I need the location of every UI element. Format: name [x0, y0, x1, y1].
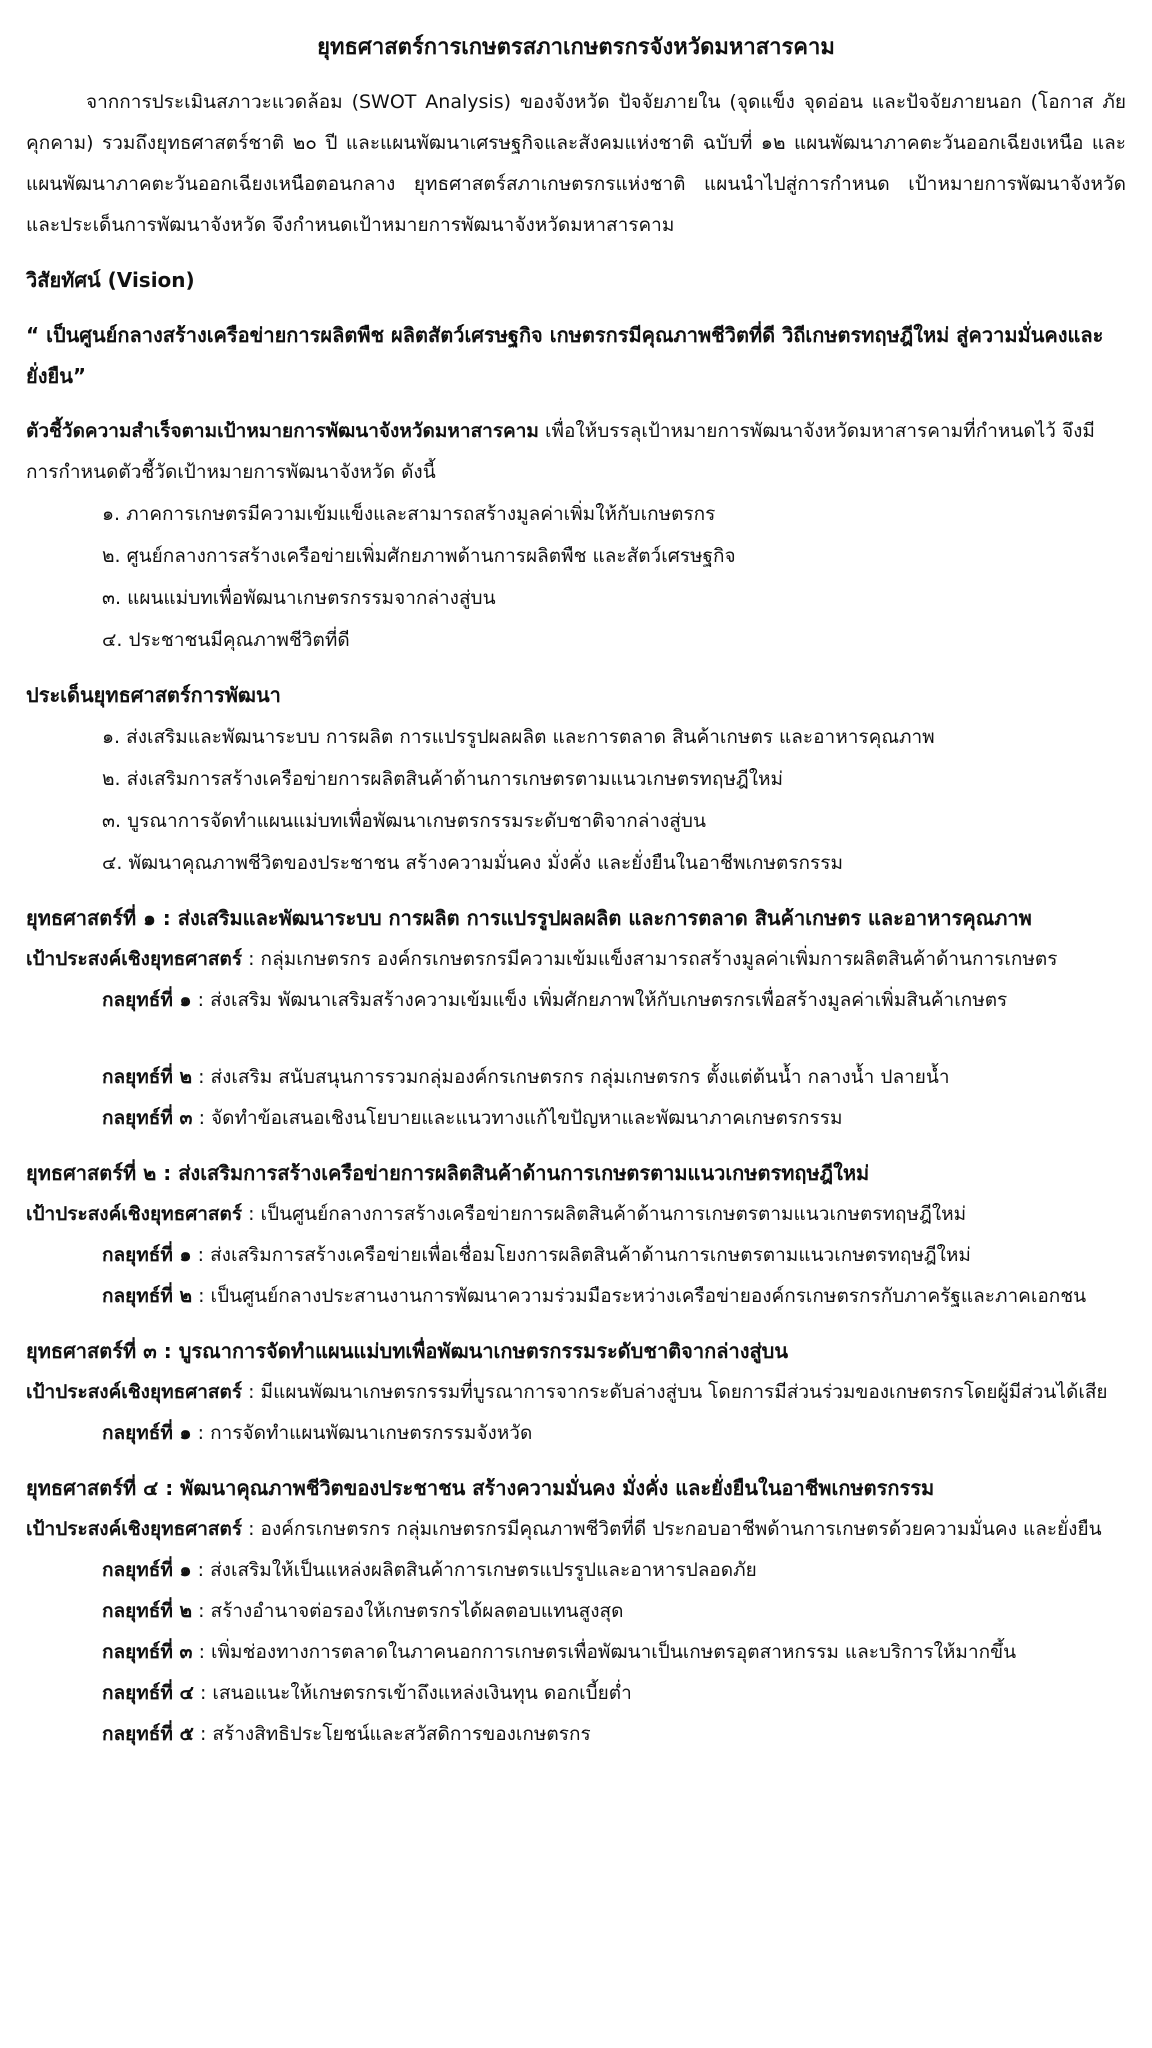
vision-statement: “ เป็นศูนย์กลางสร้างเครือข่ายการผลิตพืช ผลิตสัตว์เศรษฐกิจ เกษตรกรมีคุณภาพชีวิตที่ดี วิถีเกษตรทฤษฎีใหม่ สู่ความมั่นคงและยั่งยืน”: [26, 323, 1104, 388]
strategy-1-tactic-3: [26, 1098, 1126, 1139]
tactic-text: : ส่งเสริม สนับสนุนการรวมกลุ่มองค์กรเกษตรกร กลุ่มเกษตรกร ตั้งแต่ต้นน้ำ กลางน้ำ ปลายน้ำ: [192, 1066, 950, 1088]
goal-label: เป้าประสงค์เชิงยุทธศาสตร์: [26, 1203, 243, 1225]
goal-text: : เป็นศูนย์กลางการสร้างเครือข่ายการผลิตสินค้าด้านการเกษตรตามแนวเกษตรทฤษฎีใหม่: [242, 1203, 967, 1225]
tactic-text: : ส่งเสริมการสร้างเครือข่ายเพื่อเชื่อมโยงการผลิตสินค้าด้านการเกษตรตามแนวเกษตรทฤษฎีใหม่: [191, 1244, 971, 1266]
tactic-label: กลยุทธ์ที่ ๑: [102, 1422, 192, 1444]
list-item: ๔. ประชาชนมีคุณภาพชีวิตที่ดี: [102, 629, 350, 651]
issues-list: [26, 716, 1126, 884]
indicators-list: [26, 493, 1126, 661]
strategy-4-tactic-2: [26, 1591, 1126, 1632]
tactic-text: : ส่งเสริม พัฒนาเสริมสร้างความเข้มแข็ง เพิ่มศักยภาพให้กับเกษตรกรเพื่อสร้างมูลค่าเพิ่มสินค้าเกษตร: [191, 989, 1008, 1011]
strategy-4-heading: ยุทธศาสตร์ที่ ๔ : พัฒนาคุณภาพชีวิตของประชาชน สร้างความมั่นคง มั่งคั่ง และยั่งยืนในอาชีพเกษตรกรรม: [26, 1476, 935, 1500]
goal-text: : กลุ่มเกษตรกร องค์กรเกษตรกรมีความเข้มแข็งสามารถสร้างมูลค่าเพิ่มการผลิตสินค้าด้านการเกษตร: [242, 948, 1058, 970]
strategy-2-goal: [26, 1194, 1126, 1235]
document-title: ยุทธศาสตร์การเกษตรสภาเกษตรกรจังหวัดมหาสารคาม: [317, 35, 835, 60]
tactic-text: : สร้างสิทธิประโยชน์และสวัสดิการของเกษตรกร: [193, 1723, 591, 1745]
intro-paragraph: จากการประเมินสภาวะแวดล้อม (SWOT Analysis) ของจังหวัด ปัจจัยภายใน (จุดแข็ง จุดอ่อน และปัจจัยภายนอก (โอกาส ภัยคุกคาม) รวมถึงยุทธศาสตร์ชาติ ๒๐ ปี และแผนพัฒนาเศรษฐกิจและสังคมแห่งชาติ ฉบับที่ ๑๒ แผนพัฒนาภาคตะวันออกเฉียงเหนือ และแผนพัฒนาภาคตะวันออกเฉียงเหนือตอนกลาง ยุทธศาสตร์สภาเกษตรกรแห่งชาติ แผนนำไปสู่การกำหนด เป้าหมายการพัฒนาจังหวัด และประเด็นการพัฒนาจังหวัด จึงกำหนดเป้าหมายการพัฒนาจังหวัดมหาสารคาม: [26, 91, 1126, 236]
indicators-text: เพื่อให้บรรลุเป้าหมายการพัฒนาจังหวัดมหาสารคามที่กำหนดไว้ จึงมีการกำหนดตัวชี้วัดเป้าหมายการพัฒนาจังหวัด ดังนี้: [26, 420, 1095, 483]
tactic-label: กลยุทธ์ที่ ๒: [102, 1600, 193, 1622]
strategy-1-heading: ยุทธศาสตร์ที่ ๑ : ส่งเสริมและพัฒนาระบบ การผลิต การแปรรูปผลผลิต และการตลาด สินค้าเกษตร และอาหารคุณภาพ: [26, 906, 1032, 930]
strategy-4-tactic-1: [26, 1550, 1126, 1591]
tactic-text: : เพิ่มช่องทางการตลาดในภาคนอกการเกษตรเพื่อพัฒนาเป็นเกษตรอุตสาหกรรม และบริการให้มากขึ้น: [192, 1641, 1017, 1663]
indicators-paragraph: [26, 411, 1126, 493]
issues-heading: ประเด็นยุทธศาสตร์การพัฒนา: [26, 683, 281, 707]
strategy-1-tactic-1: [26, 980, 1126, 1021]
tactic-label: กลยุทธ์ที่ ๑: [102, 989, 192, 1011]
list-item: ๓. แผนแม่บทเพื่อพัฒนาเกษตรกรรมจากล่างสู่บน: [102, 587, 496, 609]
strategy-3-tactic-1: [26, 1413, 1126, 1454]
goal-text: : องค์กรเกษตรกร กลุ่มเกษตรกรมีคุณภาพชีวิตที่ดี ประกอบอาชีพด้านการเกษตรด้วยความมั่นคง และยั่งยืน: [242, 1518, 1102, 1540]
tactic-label: กลยุทธ์ที่ ๒: [102, 1285, 193, 1307]
strategy-2-heading: ยุทธศาสตร์ที่ ๒ : ส่งเสริมการสร้างเครือข่ายการผลิตสินค้าด้านการเกษตรตามแนวเกษตรทฤษฎีใหม่: [26, 1161, 870, 1185]
tactic-label: กลยุทธ์ที่ ๑: [102, 1559, 192, 1581]
strategy-3-goal: [26, 1372, 1126, 1413]
list-item: ๒. ส่งเสริมการสร้างเครือข่ายการผลิตสินค้าด้านการเกษตรตามแนวเกษตรทฤษฎีใหม่: [102, 768, 784, 790]
tactic-text: : การจัดทำแผนพัฒนาเกษตรกรรมจังหวัด: [191, 1422, 533, 1444]
strategy-4-tactic-3: [26, 1632, 1126, 1673]
goal-label: เป้าประสงค์เชิงยุทธศาสตร์: [26, 948, 243, 970]
list-item: ๔. พัฒนาคุณภาพชีวิตของประชาชน สร้างความมั่นคง มั่งคั่ง และยั่งยืนในอาชีพเกษตรกรรม: [102, 852, 843, 874]
tactic-label: กลยุทธ์ที่ ๓: [102, 1107, 193, 1129]
tactic-text: : เป็นศูนย์กลางประสานงานการพัฒนาความร่วมมือระหว่างเครือข่ายองค์กรเกษตรกรกับภาครัฐและภาคเอกชน: [192, 1285, 1087, 1307]
goal-text: : มีแผนพัฒนาเกษตรกรรมที่บูรณาการจากระดับล่างสู่บน โดยการมีส่วนร่วมของเกษตรกรโดยผู้มีส่วนได้เสีย: [242, 1381, 1108, 1403]
tactic-label: กลยุทธ์ที่ ๑: [102, 1244, 192, 1266]
goal-label: เป้าประสงค์เชิงยุทธศาสตร์: [26, 1381, 243, 1403]
tactic-text: : ส่งเสริมให้เป็นแหล่งผลิตสินค้าการเกษตรแปรรูปและอาหารปลอดภัย: [191, 1559, 757, 1581]
list-item: ๑. ภาคการเกษตรมีความเข้มแข็งและสามารถสร้างมูลค่าเพิ่มให้กับเกษตรกร: [102, 503, 716, 525]
list-item: ๓. บูรณาการจัดทำแผนแม่บทเพื่อพัฒนาเกษตรกรรมระดับชาติจากล่างสู่บน: [102, 810, 706, 832]
goal-label: เป้าประสงค์เชิงยุทธศาสตร์: [26, 1518, 243, 1540]
indicators-heading: ตัวชี้วัดความสำเร็จตามเป้าหมายการพัฒนาจังหวัดมหาสารคาม: [26, 420, 539, 442]
vision-heading: วิสัยทัศน์ (Vision): [26, 268, 195, 292]
strategy-2-tactic-2: [26, 1276, 1126, 1317]
tactic-text: : เสนอแนะให้เกษตรกรเข้าถึงแหล่งเงินทุน ดอกเบี้ยต่ำ: [193, 1682, 632, 1704]
tactic-text: : จัดทำข้อเสนอเชิงนโยบายและแนวทางแก้ไขปัญหาและพัฒนาภาคเกษตรกรรม: [192, 1107, 843, 1129]
strategy-4-tactic-4: [26, 1673, 1126, 1714]
strategy-4-goal: [26, 1509, 1126, 1550]
tactic-label: กลยุทธ์ที่ ๒: [102, 1066, 193, 1088]
strategy-1-tactic-2: [26, 1057, 1126, 1098]
strategy-3-heading: ยุทธศาสตร์ที่ ๓ : บูรณาการจัดทำแผนแม่บทเพื่อพัฒนาเกษตรกรรมระดับชาติจากล่างสู่บน: [26, 1339, 789, 1363]
strategy-4-tactic-5: [26, 1714, 1126, 1755]
list-item: ๑. ส่งเสริมและพัฒนาระบบ การผลิต การแปรรูปผลผลิต และการตลาด สินค้าเกษตร และอาหารคุณภาพ: [102, 726, 935, 748]
strategy-2-tactic-1: [26, 1235, 1126, 1276]
strategy-1-goal: [26, 939, 1126, 980]
tactic-label: กลยุทธ์ที่ ๕: [102, 1723, 194, 1745]
tactic-label: กลยุทธ์ที่ ๓: [102, 1641, 193, 1663]
tactic-label: กลยุทธ์ที่ ๔: [102, 1682, 194, 1704]
list-item: ๒. ศูนย์กลางการสร้างเครือข่ายเพิ่มศักยภาพด้านการผลิตพืช และสัตว์เศรษฐกิจ: [102, 545, 736, 567]
tactic-text: : สร้างอำนาจต่อรองให้เกษตรกรได้ผลตอบแทนสูงสุด: [192, 1600, 624, 1622]
